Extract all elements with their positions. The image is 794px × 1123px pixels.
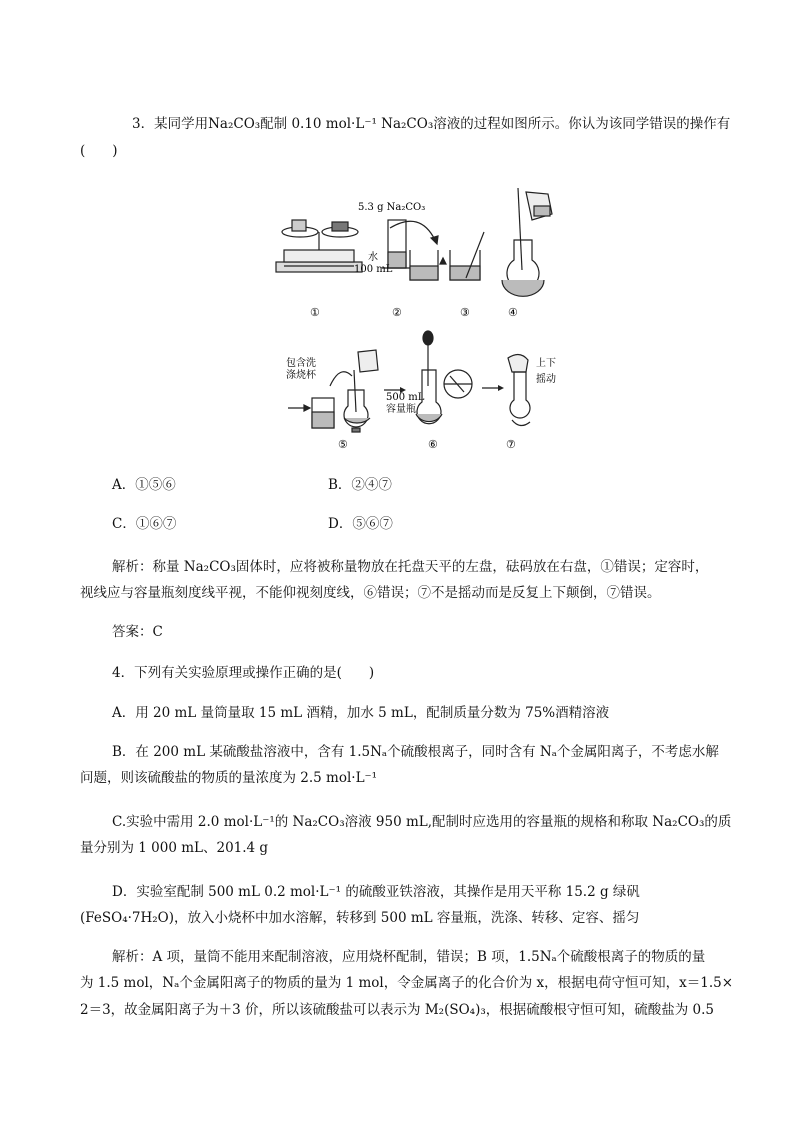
q3-option-b[interactable]: B．②④⑦ xyxy=(328,477,392,493)
beaker-stirring-icon xyxy=(440,232,484,280)
mass-label: 5.3 g Na₂CO₃ xyxy=(358,202,426,213)
dropper-flask-icon xyxy=(416,331,472,424)
q4-option-d-line2[interactable]: (FeSO₄·7H₂O)，放入小烧杯中加水溶解，转移到 500 mL 容量瓶，洗涤、转移、定容、摇匀 xyxy=(80,910,640,926)
q3-stem-line1: 3．某同学用Na₂CO₃配制 0.10 mol·L⁻¹ Na₂CO₃溶液的过程如图所示。你认为该同学错误的操作有 xyxy=(132,116,731,132)
q4-option-c-line2[interactable]: 量分别为 1 000 mL、201.4 g xyxy=(80,840,269,856)
step-6: ⑥ xyxy=(428,438,438,451)
figure-2-illustration xyxy=(286,330,566,460)
q4-option-a[interactable]: A．用 20 mL 量筒量取 15 mL 酒精，加水 5 mL，配制质量分数为 75%酒精溶液 xyxy=(112,705,610,721)
volumetric-flask-icon xyxy=(502,188,552,296)
step-4: ④ xyxy=(508,306,518,319)
flask-type-label: 容量瓶 xyxy=(386,404,416,415)
q3-stem-line2: ( ) xyxy=(80,143,118,159)
q4-analysis-line1: 解析：A 项，量筒不能用来配制溶液，应用烧杯配制，错误；B 项，1.5Nₐ个硫酸根离子的物质的量 xyxy=(112,949,706,965)
balance-icon xyxy=(276,220,362,272)
flask-pouring-icon xyxy=(344,350,378,432)
cylinder-label: 100 mL xyxy=(354,264,393,275)
q3-option-d[interactable]: D．⑤⑥⑦ xyxy=(328,516,393,532)
q3-answer: 答案：C xyxy=(112,624,163,640)
q4-analysis-line2: 为 1.5 mol，Nₐ个金属阳离子的物质的量为 1 mol，令金属离子的化合价为 x，根据电荷守恒可知，x＝1.5× xyxy=(80,975,734,991)
shaking-flask-icon xyxy=(508,354,530,425)
figure-1-illustration xyxy=(270,180,570,330)
step-3: ③ xyxy=(460,306,470,319)
wash-label-1: 包含洗 xyxy=(286,358,316,369)
q3-option-c[interactable]: C．①⑥⑦ xyxy=(112,516,177,532)
q4-stem: 4．下列有关实验原理或操作正确的是( ) xyxy=(112,665,375,681)
q4-option-b-line2[interactable]: 问题，则该硫酸盐的物质的量浓度为 2.5 mol·L⁻¹ xyxy=(80,770,378,786)
step-7: ⑦ xyxy=(506,438,516,451)
q3-option-a[interactable]: A．①⑤⑥ xyxy=(112,477,176,493)
flask-volume-label: 500 mL xyxy=(386,392,425,403)
q4-option-c-line1[interactable]: C.实验中需用 2.0 mol·L⁻¹的 Na₂CO₃溶液 950 mL,配制时应选用的容量瓶的规格和称取 Na₂CO₃的质 xyxy=(112,814,732,830)
beaker-icon xyxy=(410,250,438,280)
wash-label-2: 涤烧杯 xyxy=(286,370,316,381)
q3-analysis-line2: 视线应与容量瓶刻度线平视，不能仰视刻度线，⑥错误；⑦不是摇动而是反复上下颠倒，⑦错误。 xyxy=(80,585,661,601)
shake-label-2: 摇动 xyxy=(536,374,556,385)
q4-option-d-line1[interactable]: D．实验室配制 500 mL 0.2 mol·L⁻¹ 的硫酸亚铁溶液，其操作是用天平称 15.2 g 绿矾 xyxy=(112,884,640,900)
water-label: 水 xyxy=(368,252,378,263)
step-1: ① xyxy=(310,306,320,319)
q4-analysis-line3: 2＝3，故金属阳离子为＋3 价，所以该硫酸盐可以表示为 M₂(SO₄)₃，根据硫酸根守恒可知，硫酸盐为 0.5 xyxy=(80,1002,715,1018)
step-5: ⑤ xyxy=(338,438,348,451)
step-2: ② xyxy=(392,306,402,319)
shake-label-1: 上下 xyxy=(536,358,556,369)
q3-analysis-line1: 解析：称量 Na₂CO₃固体时，应将被称量物放在托盘天平的左盘，砝码放在右盘，①错误；定容时， xyxy=(112,559,709,575)
q4-option-b-line1[interactable]: B．在 200 mL 某硫酸盐溶液中，含有 1.5Nₐ个硫酸根离子，同时含有 Nₐ个金属阳离子，不考虑水解 xyxy=(112,744,719,760)
